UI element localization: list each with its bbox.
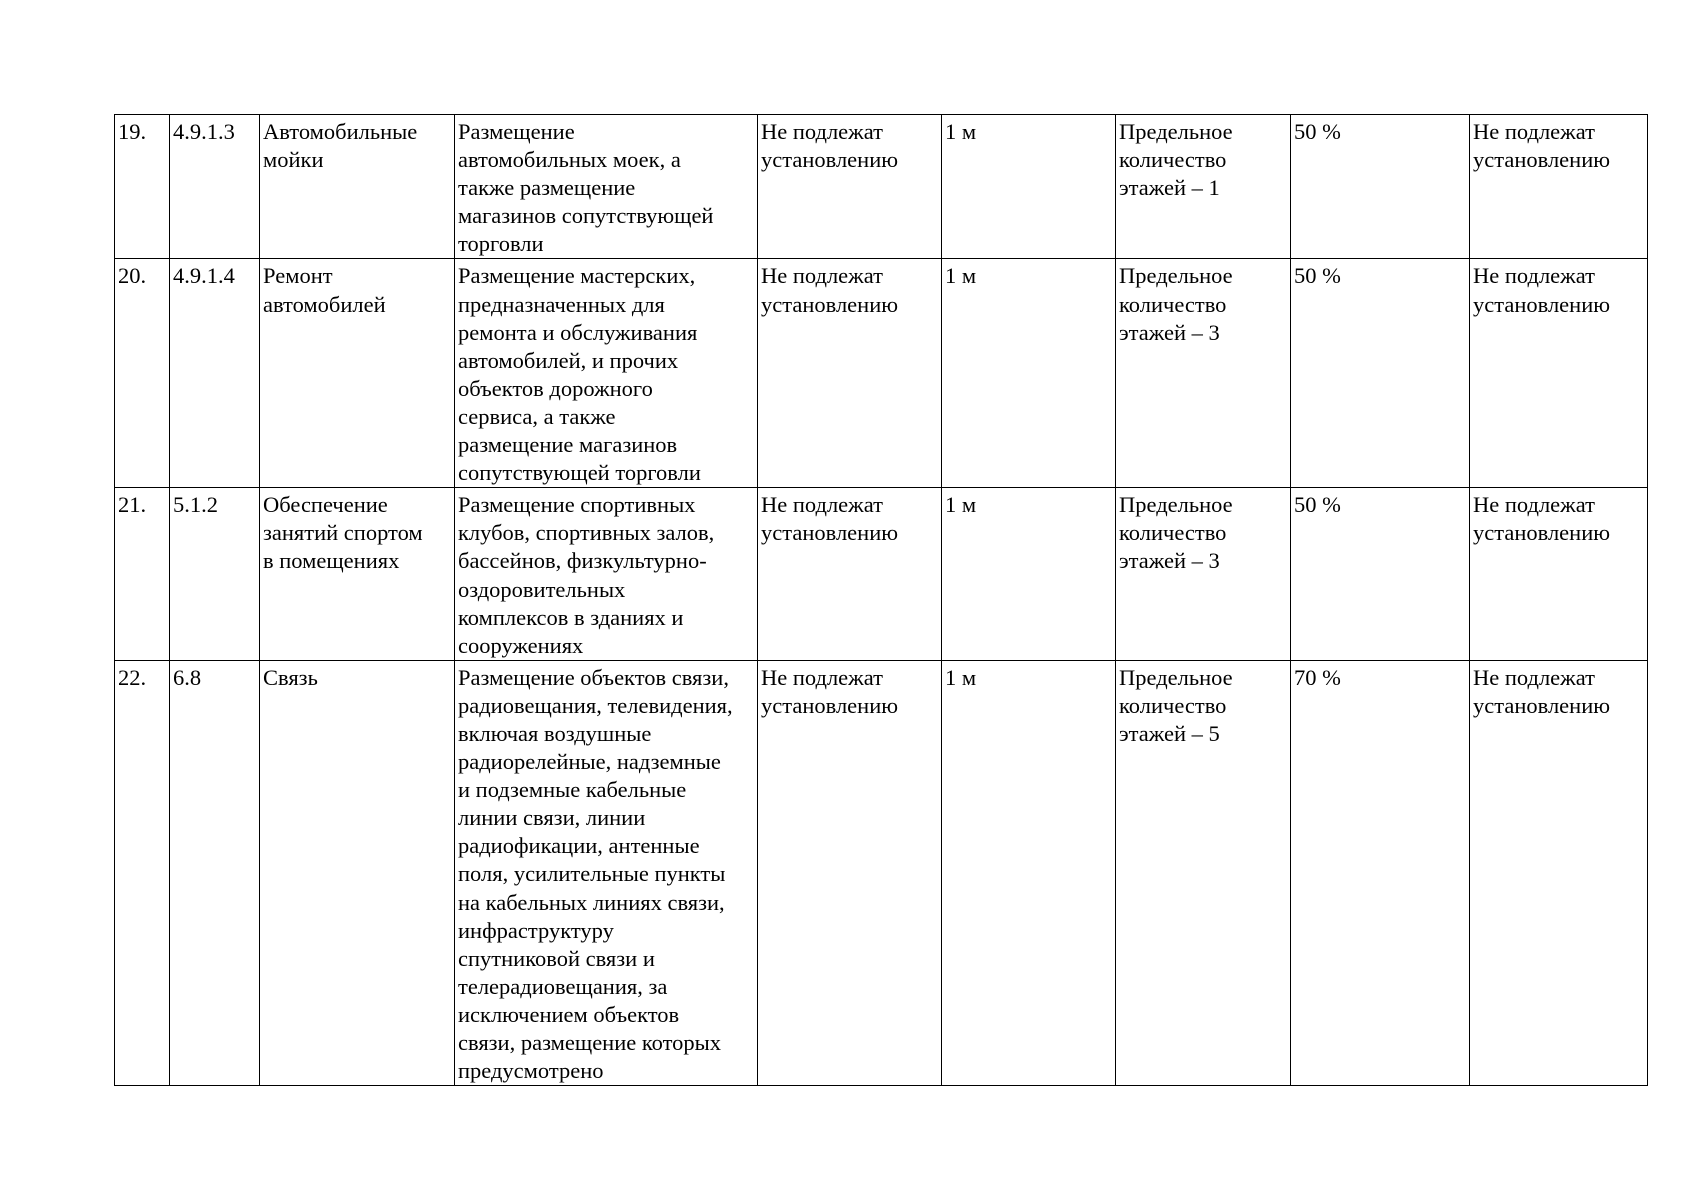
name-cell: [260, 660, 455, 1085]
row-number: 22.: [118, 664, 147, 690]
other-value: Не подлежат установлению: [1473, 119, 1611, 173]
row-number: 19.: [118, 119, 147, 144]
min-area-value: Не подлежат установлению: [761, 492, 899, 546]
coverage-value: 70 %: [1294, 664, 1341, 690]
use-description: Размещение мастерских, предназначенных для ремонта и обслуживания автомобилей, и прочих объектов дорожного сервиса, а также размещение магазинов сопутствующей торговли: [458, 263, 701, 486]
other-cell: [1470, 660, 1648, 1085]
row-number: 20.: [118, 263, 147, 289]
description-cell: [455, 115, 758, 259]
table-row: [115, 259, 1648, 488]
coverage-cell: [1291, 660, 1470, 1085]
land-use-table: [114, 114, 1648, 1086]
use-description: Размещение объектов связи, радиовещания, телевидения, включая воздушные радиорелейные, надземные и подземные кабельные линии связи, линии радиофикации, антенные поля, усилительные пункты на кабельных линиях связи, инфраструктуру спутниковой связи и телерадиовещания, за исключением объектов связи, размещение которых предусмотрено: [458, 664, 733, 1084]
other-cell: [1470, 488, 1648, 661]
table-row: [115, 660, 1648, 1085]
coverage-value: 50 %: [1294, 492, 1341, 518]
min-area-cell: [758, 488, 942, 661]
use-name: Связь: [263, 664, 318, 690]
coverage-cell: [1291, 259, 1470, 488]
setback-value: 1 м: [945, 263, 977, 289]
other-cell: [1470, 115, 1648, 259]
use-code: 4.9.1.4: [173, 263, 235, 289]
floors-value: Предельное количество этажей – 3: [1119, 492, 1233, 574]
coverage-cell: [1291, 488, 1470, 661]
code-cell: [170, 488, 260, 661]
min-area-cell: [758, 259, 942, 488]
use-code: 5.1.2: [173, 492, 218, 518]
coverage-cell: [1291, 115, 1470, 259]
setback-value: 1 м: [945, 492, 977, 518]
floors-value: Предельное количество этажей – 1: [1119, 119, 1233, 201]
name-cell: [260, 115, 455, 259]
use-name: Ремонт автомобилей: [263, 263, 386, 317]
min-area-value: Не подлежат установлению: [761, 664, 899, 718]
min-area-value: Не подлежат установлению: [761, 119, 899, 173]
row-number-cell: [115, 115, 170, 259]
row-number-cell: [115, 259, 170, 488]
table-row: [115, 488, 1648, 661]
use-description: Размещение автомобильных моек, а также размещение магазинов сопутствующей торговли: [458, 119, 714, 257]
coverage-value: 50 %: [1294, 263, 1341, 289]
floors-cell: [1116, 660, 1291, 1085]
row-number-cell: [115, 488, 170, 661]
description-cell: [455, 660, 758, 1085]
min-area-cell: [758, 115, 942, 259]
code-cell: [170, 115, 260, 259]
setback-cell: [942, 488, 1116, 661]
other-value: Не подлежат установлению: [1473, 492, 1611, 546]
min-area-value: Не подлежат установлению: [761, 263, 899, 317]
setback-value: 1 м: [945, 664, 977, 690]
floors-value: Предельное количество этажей – 5: [1119, 664, 1233, 746]
row-number: 21.: [118, 492, 147, 518]
description-cell: [455, 259, 758, 488]
use-description: Размещение спортивных клубов, спортивных залов, бассейнов, физкультурно- оздоровительных комплексов в зданиях и сооружениях: [458, 492, 715, 658]
coverage-value: 50 %: [1294, 119, 1341, 144]
setback-cell: [942, 115, 1116, 259]
code-cell: [170, 660, 260, 1085]
setback-cell: [942, 660, 1116, 1085]
floors-value: Предельное количество этажей – 3: [1119, 263, 1233, 345]
table-row: [115, 115, 1648, 259]
setback-value: 1 м: [945, 119, 977, 144]
use-code: 4.9.1.3: [173, 119, 235, 144]
other-value: Не подлежат установлению: [1473, 263, 1611, 317]
other-cell: [1470, 259, 1648, 488]
floors-cell: [1116, 488, 1291, 661]
name-cell: [260, 488, 455, 661]
row-number-cell: [115, 660, 170, 1085]
other-value: Не подлежат установлению: [1473, 664, 1611, 718]
description-cell: [455, 488, 758, 661]
setback-cell: [942, 259, 1116, 488]
use-name: Автомобильные мойки: [263, 119, 418, 173]
min-area-cell: [758, 660, 942, 1085]
code-cell: [170, 259, 260, 488]
floors-cell: [1116, 259, 1291, 488]
use-code: 6.8: [173, 664, 202, 690]
floors-cell: [1116, 115, 1291, 259]
use-name: Обеспечение занятий спортом в помещениях: [263, 492, 423, 574]
name-cell: [260, 259, 455, 488]
